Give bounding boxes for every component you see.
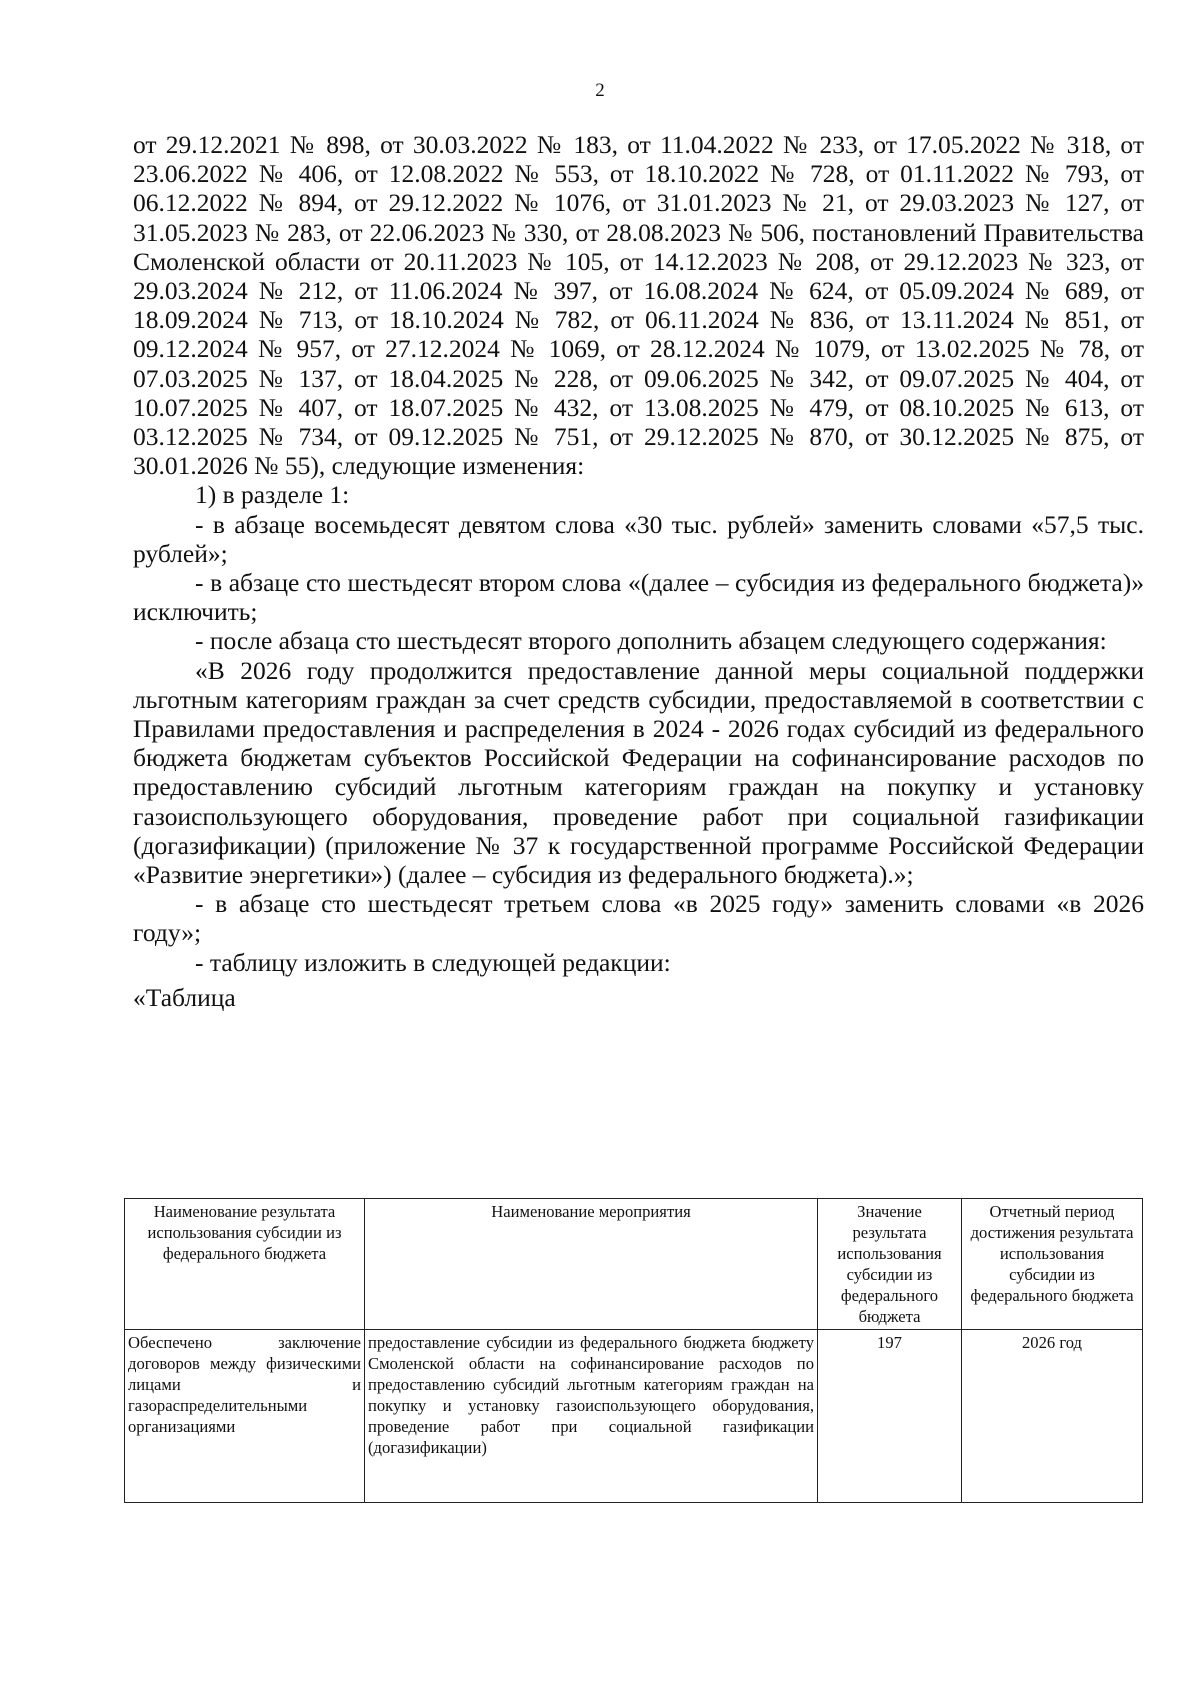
cell-reporting-period: 2026 год [962, 1330, 1143, 1503]
paragraph-add-after-162: - после абзаца сто шестьдесят второго дополнить абзацем следующего содержания: [195, 626, 1107, 656]
document-body [133, 130, 1144, 1012]
page-number: 2 [595, 80, 605, 101]
results-table [124, 1198, 1143, 1503]
cell-result-name: Обеспечено заключение договоров между физическими лицами и газораспределительными организациями [125, 1330, 365, 1503]
paragraph-table-intro: - таблицу изложить в следующей редакции: [195, 947, 671, 977]
table-header-row [125, 1199, 1143, 1330]
cell-result-value: 197 [818, 1330, 962, 1503]
paragraph-section-1: 1) в разделе 1: [195, 480, 350, 510]
paragraph-new-text: «В 2026 году продолжится предоставление данной меры социальной поддержки льготным категориям граждан за счет средств субсидии, предоставляемой в соответствии с Правилами предоставления и распределения в 2024 - 2026 годах субсидий из федерального бюджета бюджетам субъектов Российской Федерации на софинансирование расходов по предоставлению субсидий льготным категориям граждан на покупку и установку газоиспользующего оборудования, проведение работ при социальной газификации (догазификации) (приложение № 37 к государственной программе Российской Федерации «Развитие энергетики») (далее – субсидия из федерального бюджета).»; [133, 655, 1144, 890]
header-activity-name: Наименование мероприятия [365, 1199, 818, 1330]
header-reporting-period: Отчетный период достижения результата использования субсидии из федерального бюджета [962, 1199, 1143, 1330]
paragraph-change-162: - в абзаце сто шестьдесят втором слова «(далее – субсидия из федерального бюджета)» исключить; [133, 568, 1144, 627]
table-row [125, 1330, 1143, 1503]
paragraph-amendment-list: от 29.12.2021 № 898, от 30.03.2022 № 183, от 11.04.2022 № 233, от 17.05.2022 № 318, от 23.06.2022 № 406, от 12.08.2022 № 553, от 18.10.2022 № 728, от 01.11.2022 № 793, от 06.12.2022 № 894, от 29.12.2022 № 1076, от 31.01.2023 № 21, от 29.03.2023 № 127, от 31.05.2023 № 283, от 22.06.2023 № 330, от 28.08.2023 № 506, постановлений Правительства Смоленской области от 20.11.2023 № 105, от 14.12.2023 № 208, от 29.12.2023 № 323, от 29.03.2024 № 212, от 11.06.2024 № 397, от 16.08.2024 № 624, от 05.09.2024 № 689, от 18.09.2024 № 713, от 18.10.2024 № 782, от 06.11.2024 № 836, от 13.11.2024 № 851, от 09.12.2024 № 957, от 27.12.2024 № 1069, от 28.12.2024 № 1079, от 13.02.2025 № 78, от 07.03.2025 № 137, от 18.04.2025 № 228, от 09.06.2025 № 342, от 09.07.2025 № 404, от 10.07.2025 № 407, от 18.07.2025 № 432, от 13.08.2025 № 479, от 08.10.2025 № 613, от 03.12.2025 № 734, от 09.12.2025 № 751, от 29.12.2025 № 870, от 30.12.2025 № 875, от 30.01.2026 № 55), следующие изменения: [133, 130, 1144, 481]
paragraph-change-163: - в абзаце сто шестьдесят третьем слова «в 2025 году» заменить словами «в 2026 году»; [133, 889, 1144, 948]
table-label: «Таблица [133, 982, 236, 1012]
header-result-name: Наименование результата использования субсидии из федерального бюджета [125, 1199, 365, 1330]
paragraph-change-89: - в абзаце восемьдесят девятом слова «30 тыс. рублей» заменить словами «57,5 тыс. рублей»; [133, 509, 1144, 568]
cell-activity-name: предоставление субсидии из федерального бюджета бюджету Смоленской области на софинансирование расходов по предоставлению субсидий льготным категориям граждан на покупку и установку газоиспользующего оборудования, проведение работ при социальной газификации (догазификации) [365, 1330, 818, 1503]
header-result-value: Значение результата использования субсидии из федерального бюджета [818, 1199, 962, 1330]
